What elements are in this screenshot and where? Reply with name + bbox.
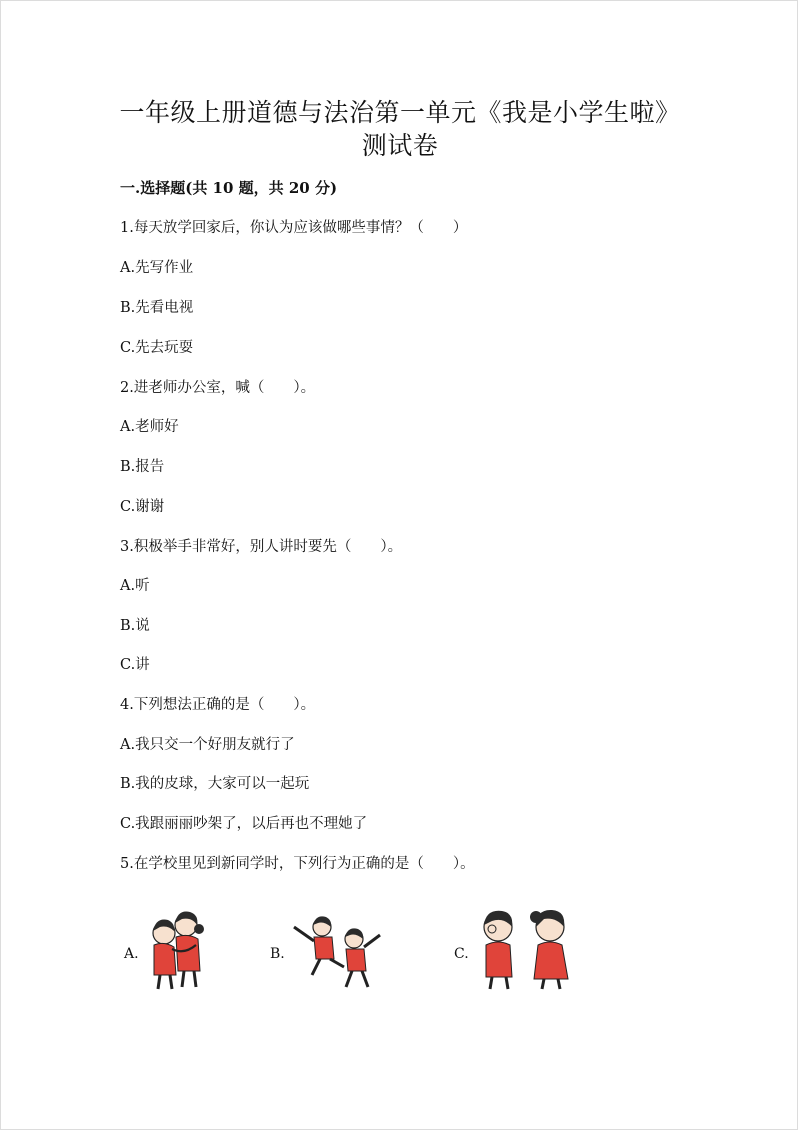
question-4-option-c: C.我跟丽丽吵架了，以后再也不理她了 — [120, 816, 368, 832]
question-3-option-c: C.讲 — [120, 657, 150, 673]
picture-option-b-illustration — [288, 905, 384, 991]
page-title: 一年级上册道德与法治第一单元《我是小学生啦》 — [119, 98, 681, 127]
question-2-option-c: C.谢谢 — [120, 499, 165, 515]
question-1-option-b: B.先看电视 — [120, 300, 194, 316]
question-1-option-c: C.先去玩耍 — [120, 340, 194, 356]
question-4-stem: 4.下列想法正确的是（ ）。 — [120, 697, 316, 713]
question-1-stem: 1.每天放学回家后，你认为应该做哪些事情？（ ） — [120, 220, 468, 236]
question-3-option-a: A.听 — [120, 578, 150, 594]
question-4-option-a: A.我只交一个好朋友就行了 — [120, 737, 295, 753]
question-5-picture-options — [120, 905, 600, 995]
question-4-option-b: B.我的皮球，大家可以一起玩 — [120, 776, 310, 792]
picture-option-c-illustration — [472, 905, 578, 991]
page-subtitle: 测试卷 — [361, 131, 439, 160]
picture-option-b-label: B. — [270, 946, 285, 962]
question-3-stem: 3.积极举手非常好，别人讲时要先（ ）。 — [120, 539, 403, 555]
question-2-option-b: B.报告 — [120, 459, 165, 475]
question-3-option-b: B.说 — [120, 618, 150, 634]
picture-option-a-illustration — [142, 905, 212, 991]
question-5-stem: 5.在学校里见到新同学时，下列行为正确的是（ ）。 — [120, 856, 475, 872]
section-heading: 一.选择题(共 10 题，共 20 分) — [120, 179, 338, 197]
question-1-option-a: A.先写作业 — [120, 260, 194, 276]
picture-option-a-label: A. — [124, 946, 139, 962]
picture-option-c-label: C. — [454, 946, 469, 962]
question-2-option-a: A.老师好 — [120, 419, 179, 435]
question-2-stem: 2.进老师办公室，喊（ ）。 — [120, 380, 316, 396]
